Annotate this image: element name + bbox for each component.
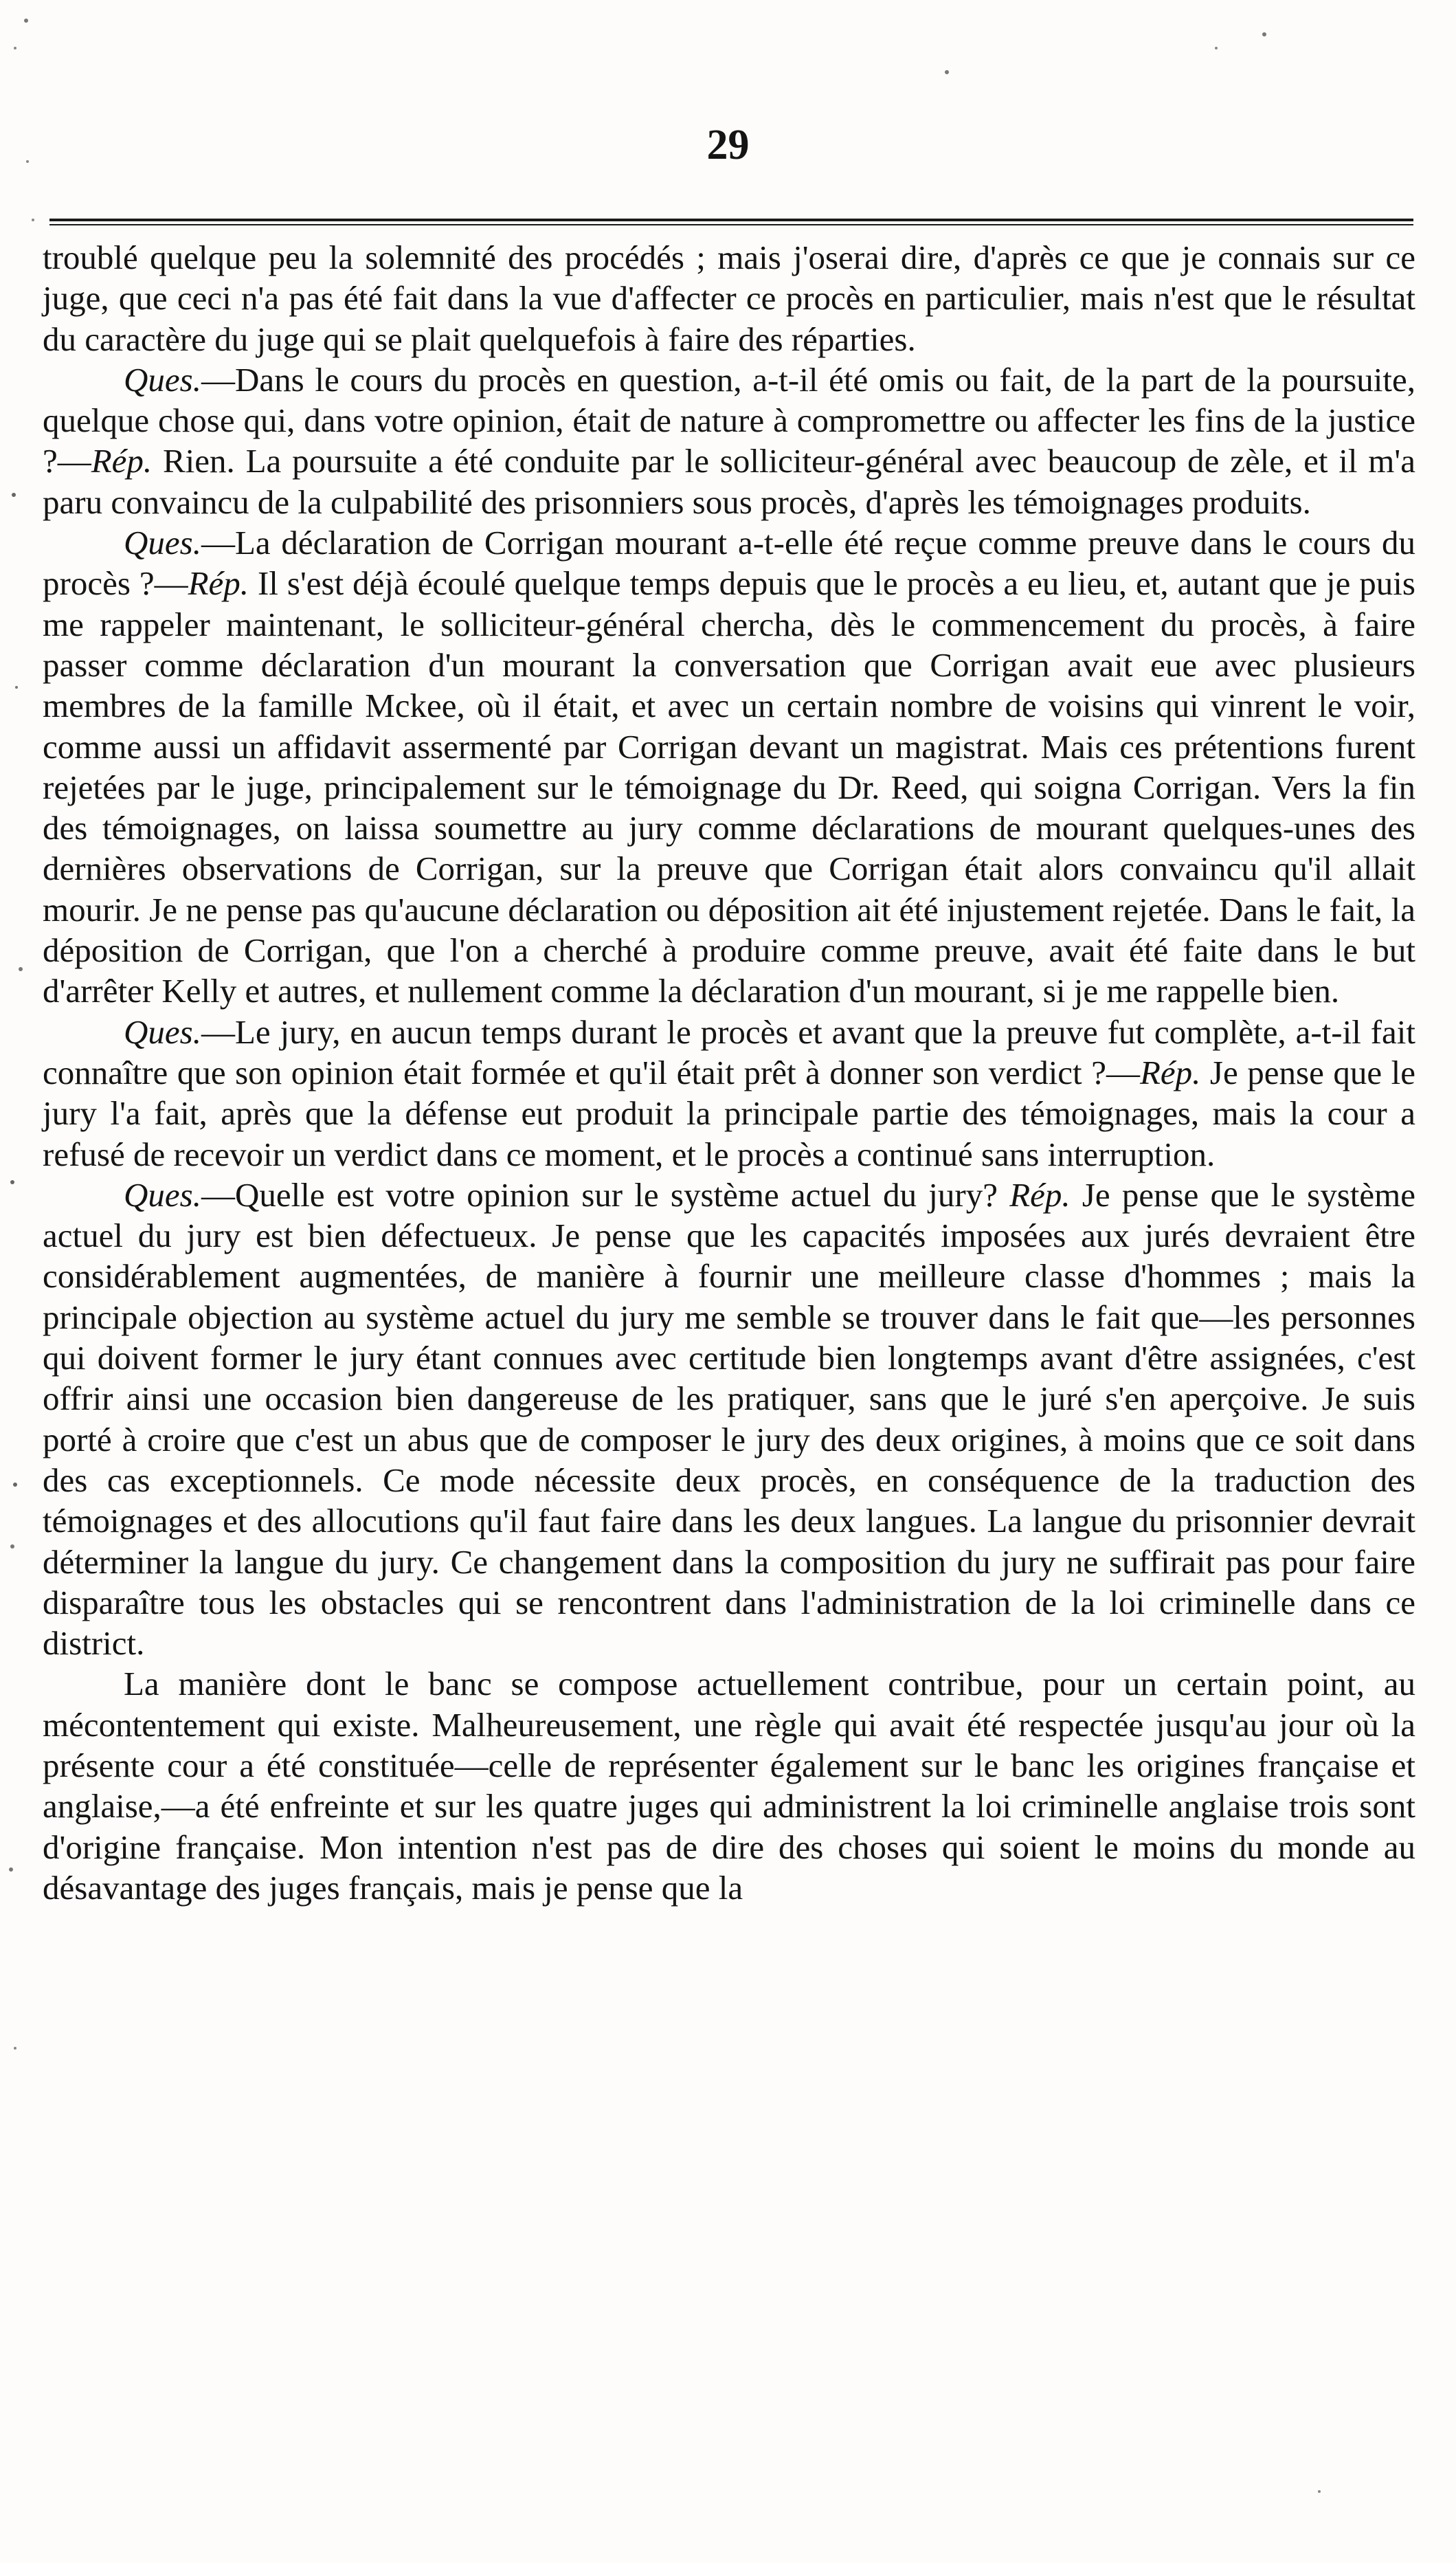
paragraph-text: troublé quelque peu la solemnité des procédés ; mais j'oserai dire, d'après ce que je connais sur ce juge, que ceci n'a pas été fait dans la vue d'affecter ce procès en particulier, mais n'est que le résultat du caractère du juge qui se plait quelquefois à faire des réparties.: [43, 238, 1415, 358]
paragraph-text: La manière dont le banc se compose actuellement contribue, pour un certain point, au mécontentement qui existe. Malheureusement, une règle qui avait été respectée jusqu'au jour où la présente cour a été constituée—celle de représenter également sur le banc les origines française et anglaise,—a été enfreinte et sur les quatre juges qui administrent la loi criminelle anglaise trois sont d'origine française. Mon intention n'est pas de dire des choses qui soient le moins du monde au désavantage des juges français, mais je pense que la: [43, 1665, 1415, 1907]
paragraph: [43, 359, 1415, 522]
speaker-label: Rép.: [1009, 1175, 1071, 1214]
paragraph-text: Je pense que le jury l'a fait, après que la défense eut produit la principale partie des témoignages, mais la cour a refusé de recevoir un verdict dans ce moment, et le procès a continué sans interruption.: [43, 1053, 1416, 1173]
paragraph-text: —Quelle est votre opinion sur le système actuel du jury?: [201, 1175, 1010, 1214]
paragraph: [43, 1663, 1415, 1908]
paragraph: [43, 237, 1415, 359]
paragraph-text: —Dans le cours du procès en question, a-t-il été omis ou fait, de la part de la poursuite, quelque chose qui, dans votre opinion, était de nature à compromettre ou affecter les fins de la justice ?—: [43, 360, 1415, 480]
body-text: [43, 237, 1415, 1908]
speaker-label: Ques.: [124, 1012, 201, 1051]
page-number: 29: [706, 122, 750, 168]
speaker-label: Rép.: [188, 564, 249, 603]
paragraph-text: —La déclaration de Corrigan mourant a-t-elle été reçue comme preuve dans le cours du procès ?—: [43, 524, 1415, 603]
speaker-label: Ques.: [124, 524, 201, 562]
paragraph-text: Rien. La poursuite a été conduite par le solliciteur-général avec beaucoup de zèle, et il m'a paru convaincu de la culpabilité des prisonniers sous procès, d'après les témoignages produits.: [43, 442, 1415, 521]
paragraph-text: —Le jury, en aucun temps durant le procès et avant que la preuve fut complète, a-t-il fait connaître que son opinion était formée et qu'il était prêt à donner son verdict ?—: [43, 1012, 1415, 1091]
paragraph-text: Je pense que le système actuel du jury est bien défectueux. Je pense que les capacités imposées aux jurés devraient être considérablement augmentées, de manière à fournir une meilleure classe d'hommes ; mais la principale objection au système actuel du jury me semble se trouver dans le fait que—les personnes qui doivent former le jury étant connues avec certitude bien longtemps avant d'être assignées, c'est offrir ainsi une occasion bien dangereuse de les pratiquer, sans que le juré s'en aperçoive. Je suis porté à croire que c'est un abus que de composer le jury des deux origines, à moins que ce soit dans des cas exceptionnels. Ce mode nécessite deux procès, en conséquence de la traduction des témoignages et des allocutions qu'il faut faire dans les deux langues. La langue du prisonnier devrait déterminer la langue du jury. Ce changement dans la composition du jury ne suffirait pas pour faire disparaître tous les obstacles qui se rencontrent dans l'administration de la loi criminelle dans ce district.: [43, 1175, 1416, 1663]
speaker-label: Ques.: [124, 1175, 201, 1214]
speaker-label: Rép.: [1139, 1053, 1201, 1091]
header-rule: [49, 219, 1413, 225]
paragraph: [43, 1012, 1415, 1175]
speaker-label: Ques.: [124, 360, 201, 399]
paragraph-text: Il s'est déjà écoulé quelque temps depuis que le procès a eu lieu, et, autant que je puis me rappeler maintenant, le solliciteur-général chercha, dès le commencement du procès, à faire passer comme déclaration d'un mourant la conversation que Corrigan avait eue avec plusieurs membres de la famille Mckee, où il était, et avec un certain nombre de voisins qui vinrent le voir, comme aussi un affidavit assermenté par Corrigan devant un magistrat. Mais ces prétentions furent rejetées par le juge, principalement sur le témoignage du Dr. Reed, qui soigna Corrigan. Vers la fin des témoignages, on laissa soumettre au jury comme déclarations de mourant quelques-unes des dernières observations de Corrigan, sur la preuve que Corrigan était alors convaincu qu'il allait mourir. Je ne pense pas qu'aucune déclaration ou déposition ait été injustement rejetée. Dans le fait, la déposition de Corrigan, que l'on a cherché à produire comme preuve, avait été faite dans le but d'arrêter Kelly et autres, et nullement comme la déclaration d'un mourant, si je me rappelle bien.: [43, 564, 1415, 1010]
paragraph: [43, 1175, 1415, 1664]
paragraph: [43, 522, 1415, 1012]
speaker-label: Rép.: [91, 442, 153, 480]
